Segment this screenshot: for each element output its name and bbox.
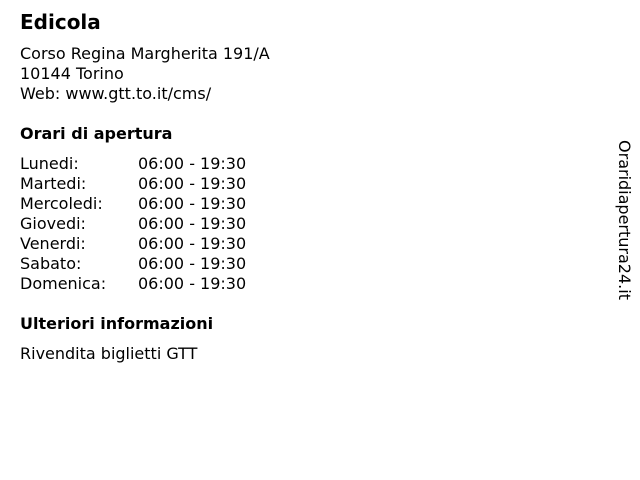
time-range: 06:00 - 19:30 — [138, 234, 247, 253]
site-brand-vertical: Oraridiapertura24.it — [615, 140, 634, 300]
day-label: Sabato: — [20, 254, 82, 273]
time-range: 06:00 - 19:30 — [138, 174, 247, 193]
day-label: Domenica: — [20, 274, 107, 293]
street-address: Corso Regina Margherita 191/A — [20, 44, 270, 63]
postal-city: 10144 Torino — [20, 64, 124, 83]
day-label: Mercoledi: — [20, 194, 103, 213]
day-label: Giovedi: — [20, 214, 86, 233]
opening-hours-heading: Orari di apertura — [20, 124, 173, 143]
day-label: Venerdi: — [20, 234, 86, 253]
time-range: 06:00 - 19:30 — [138, 274, 247, 293]
time-range: 06:00 - 19:30 — [138, 194, 247, 213]
time-range: 06:00 - 19:30 — [138, 254, 247, 273]
additional-info-heading: Ulteriori informazioni — [20, 314, 214, 333]
business-name: Edicola — [20, 10, 101, 34]
day-label: Lunedi: — [20, 154, 79, 173]
website-line: Web: www.gtt.to.it/cms/ — [20, 84, 212, 103]
address-block — [20, 44, 270, 104]
time-range: 06:00 - 19:30 — [138, 154, 247, 173]
time-range: 06:00 - 19:30 — [138, 214, 247, 233]
day-label: Martedi: — [20, 174, 87, 193]
additional-info-text: Rivendita biglietti GTT — [20, 344, 198, 363]
